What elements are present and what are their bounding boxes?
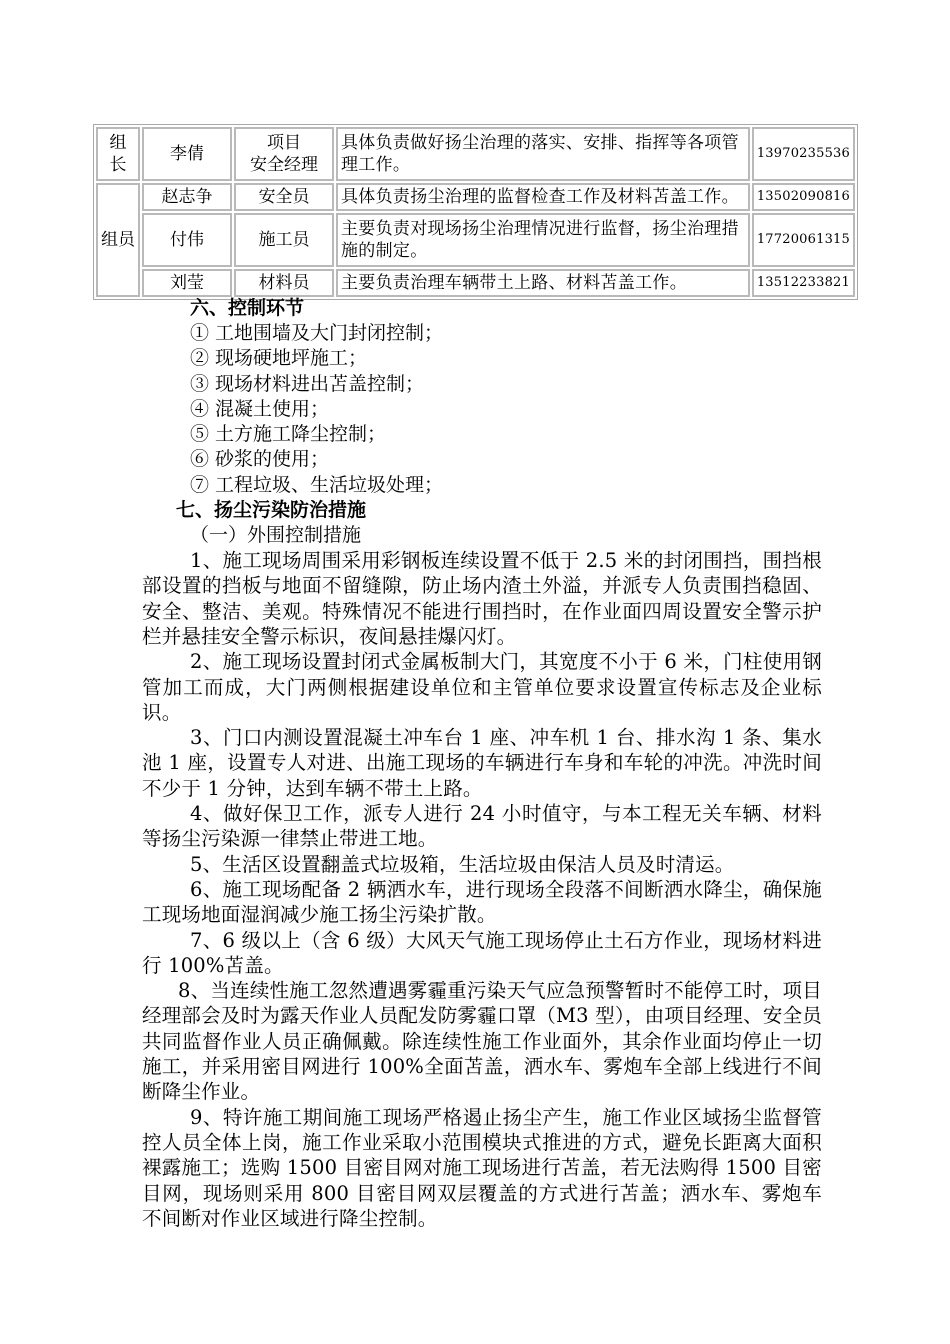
measure-paragraph: 8、当连续性施工忽然遭遇雾霾重污染天气应急预警暂时不能停工时，项目经理部会及时为露天作业人员配发防雾霾口罩（M3 型），由项目经理、安全员共同监督作业人员正确佩戴。除连续性施工作业面外，其余作业面均停止一切施工，并采用密目网进行 100%全面苫盖，洒水车、雾炮车全部上线进行不间断降尘作业。 <box>142 979 822 1104</box>
table-row <box>96 127 855 181</box>
section-6-heading: 六、控制环节 <box>190 297 305 319</box>
name-cell: 刘莹 <box>142 269 232 297</box>
name-cell: 赵志争 <box>142 183 232 211</box>
duty-cell: 具体负责扬尘治理的监督检查工作及材料苫盖工作。 <box>336 183 750 211</box>
control-item: ① 工地围墙及大门封闭控制； <box>190 322 444 344</box>
measure-paragraph: 3、门口内测设置混凝土冲车台 1 座、冲车机 1 台、排水沟 1 条、集水池 1 座，设置专人对进、出施工现场的车辆进行车身和车轮的冲洗。冲洗时间不少于 1 分钟，达到车辆不带土上路。 <box>142 726 822 800</box>
control-item: ⑤ 土方施工降尘控制； <box>190 423 387 446</box>
phone-cell: 13512233821 <box>752 269 855 297</box>
name-cell: 付伟 <box>142 213 232 267</box>
name-cell: 李倩 <box>142 127 232 181</box>
duty-cell: 主要负责对现场扬尘治理情况进行监督，扬尘治理措施的制定。 <box>336 213 750 267</box>
group-cell: 组员 <box>96 183 140 297</box>
measure-paragraph: 6、施工现场配备 2 辆洒水车，进行现场全段落不间断洒水降尘，确保施工现场地面湿润减少施工扬尘污染扩散。 <box>142 877 822 927</box>
section-7-heading: 七、扬尘污染防治措施 <box>176 499 367 522</box>
staff-table <box>93 124 858 300</box>
role-cell: 施工员 <box>234 213 334 267</box>
control-item: ③ 现场材料进出苫盖控制； <box>190 372 425 395</box>
measure-paragraph: 4、做好保卫工作，派专人进行 24 小时值守，与本工程无关车辆、材料等扬尘污染源一律禁止带进工地。 <box>142 802 822 851</box>
duty-cell: 具体负责做好扬尘治理的落实、安排、指挥等各项管理工作。 <box>336 127 750 181</box>
control-item: ② 现场硬地坪施工； <box>190 347 368 370</box>
control-item: ⑥ 砂浆的使用； <box>190 448 330 471</box>
duty-cell: 主要负责治理车辆带土上路、材料苫盖工作。 <box>336 269 750 297</box>
phone-cell: 13970235536 <box>752 127 855 181</box>
role-cell: 安全员 <box>234 183 334 211</box>
measure-paragraph: 9、特许施工期间施工现场严格遏止扬尘产生，施工作业区域扬尘监督管控人员全体上岗，施工作业采取小范围模块式推进的方式，避免长距离大面积裸露施工；选购 1500 目密目网对施工现场进行苫盖，若无法购得 1500 目密目网，现场则采用 800 目密目网双层覆盖的方式进行苫盖；洒水车、雾炮车不间断对作业区域进行降尘控制。 <box>142 1105 822 1230</box>
role-cell: 项目 安全经理 <box>234 127 334 181</box>
role-cell: 材料员 <box>234 269 334 297</box>
control-item: ④ 混凝土使用； <box>190 397 330 420</box>
measure-paragraph: 1、施工现场周围采用彩钢板连续设置不低于 2.5 米的封闭围挡，围挡根部设置的挡板与地面不留缝隙，防止场内渣土外溢，并派专人负责围挡稳固、安全、整洁、美观。特殊情况不能进行围挡时，在作业面四周设置安全警示护栏并悬挂安全警示标识，夜间悬挂爆闪灯。 <box>142 549 822 648</box>
measure-paragraph: 7、6 级以上（含 6 级）大风天气施工现场停止土石方作业，现场材料进行 100%苫盖。 <box>142 928 822 977</box>
phone-cell: 13502090816 <box>752 183 855 211</box>
table-row <box>96 213 855 267</box>
group-cell: 组 长 <box>96 127 140 181</box>
subsection-heading: （一）外围控制措施 <box>190 524 362 547</box>
control-item: ⑦ 工程垃圾、生活垃圾处理； <box>190 473 444 496</box>
measure-paragraph: 5、生活区设置翻盖式垃圾箱，生活垃圾由保洁人员及时清运。 <box>190 852 735 876</box>
phone-cell: 17720061315 <box>752 213 855 267</box>
document-body <box>142 296 822 1231</box>
table-row <box>96 269 855 297</box>
table-row <box>96 183 855 211</box>
measure-paragraph: 2、施工现场设置封闭式金属板制大门，其宽度不小于 6 米，门柱使用钢管加工而成，大门两侧根据建设单位和主管单位要求设置宣传标志及企业标识。 <box>142 650 822 724</box>
